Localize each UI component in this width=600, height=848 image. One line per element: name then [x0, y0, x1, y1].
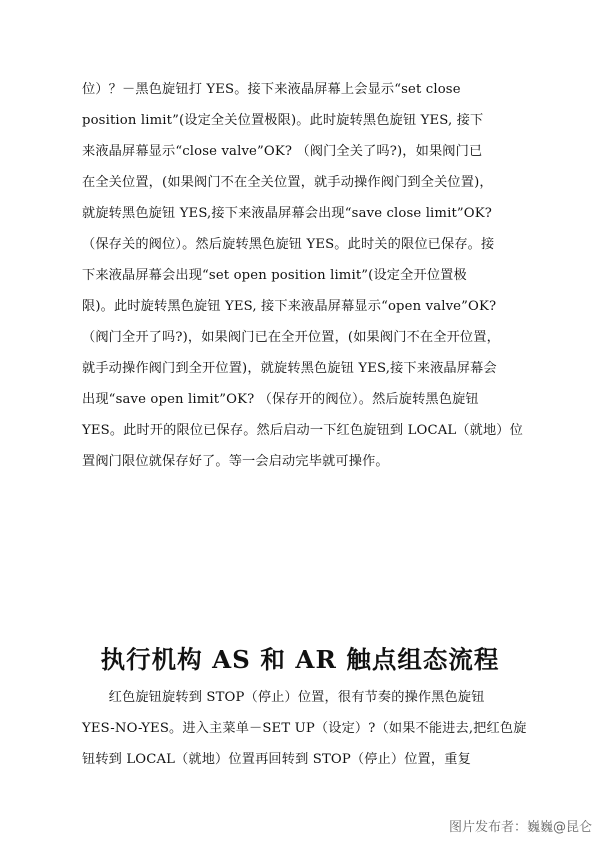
text-line: （保存关的阀位）。然后旋转黑色旋钮 YES。此时关的限位已保存。接 — [82, 237, 495, 252]
text-line: 限)。此时旋转黑色旋钮 YES, 接下来液晶屏幕显示“open valve”OK? — [82, 299, 497, 314]
text-line: 下来液晶屏幕会出现“set open position limit”(设定全开位置极 — [82, 268, 467, 283]
text-line: 钮转到 LOCAL（就地）位置再回转到 STOP（停止）位置，重复 — [82, 752, 471, 767]
body-paragraph — [82, 682, 527, 775]
text-line: 就旋转黑色旋钮 YES,接下来液晶屏幕会出现“save close limit”OK? — [82, 206, 492, 221]
body-paragraph — [82, 74, 523, 477]
text-line: 来液晶屏幕显示“close valve”OK? （阀门全关了吗?)，如果阀门已 — [82, 144, 483, 159]
text-line: YES。此时开的限位已保存。然后启动一下红色旋钮到 LOCAL（就地）位 — [82, 423, 523, 438]
text-line: 位）？－黑色旋钮打 YES。接下来液晶屏幕上会显示“set close — [82, 82, 461, 97]
text-line: 在全关位置，(如果阀门不在全关位置，就手动操作阀门到全关位置)， — [82, 175, 493, 190]
text-line: （阀门全开了吗?)，如果阀门已在全开位置，(如果阀门不在全开位置， — [82, 330, 500, 345]
text-line: 出现“save open limit”OK? （保存开的阀位）。然后旋转黑色旋钮 — [82, 392, 479, 407]
text-line: position limit”(设定全关位置极限)。此时旋转黑色旋钮 YES, 接下 — [82, 113, 484, 128]
text-line: YES-NO-YES。进入主菜单－SET UP（设定）?（如果不能进去,把红色旋 — [82, 721, 527, 736]
section-heading: 执行机构 AS 和 AR 触点组态流程 — [100, 645, 500, 674]
text-line: 置阀门限位就保存好了。等一会启动完毕就可操作。 — [82, 454, 389, 469]
publisher-watermark: 图片发布者：巍巍@昆仑 — [448, 820, 592, 835]
text-line: 红色旋钮旋转到 STOP（停止）位置，很有节奏的操作黑色旋钮 — [82, 690, 485, 705]
text-line: 就手动操作阀门到全开位置)，就旋转黑色旋钮 YES,接下来液晶屏幕会 — [82, 361, 497, 376]
